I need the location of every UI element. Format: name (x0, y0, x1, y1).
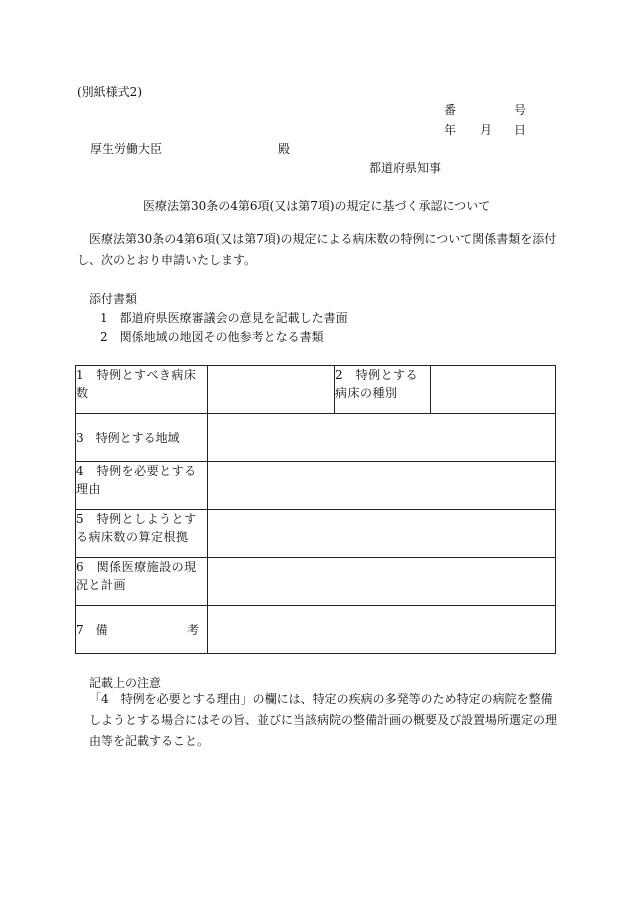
label-text: 況と計画 (76, 578, 127, 592)
label-text: 3 特例とする地域 (76, 430, 180, 445)
application-table (75, 365, 556, 654)
table-row (76, 414, 556, 462)
field-calculation-basis[interactable] (208, 510, 556, 558)
honorific: 殿 (278, 142, 291, 156)
label-remarks (76, 606, 208, 654)
label-text: 数 (76, 386, 89, 400)
field-remarks[interactable] (208, 606, 556, 654)
field-reason[interactable] (208, 462, 556, 510)
notes-line-2: しようとする場合にはその旨、並びに当該病院の整備計画の概要及び設置場所選定の理 (89, 713, 558, 727)
form-label: (別紙様式2) (77, 85, 142, 99)
table-row (76, 606, 556, 654)
intro-line-2: し、次のとおり申請いたします。 (77, 253, 257, 267)
label-text: 5 特例としようとす (76, 512, 197, 526)
label-text: 7 備 (76, 622, 108, 637)
table-row (76, 558, 556, 606)
date-month: 月 (480, 123, 493, 137)
page-title: 医療法第30条の4第6項(又は第7項)の規定に基づく承認について (143, 199, 491, 213)
field-facility-status[interactable] (208, 558, 556, 606)
attachment-item: 2 関係地域の地図その他参考となる書類 (100, 330, 324, 344)
label-reason (76, 462, 208, 510)
label-facility-status (76, 558, 208, 606)
label-region (76, 414, 208, 462)
label-text: 6 関係医療施設の現 (76, 560, 197, 574)
attachments-heading: 添付書類 (89, 292, 138, 306)
attachment-item: 1 都道府県医療審議会の意見を記載した書面 (100, 311, 348, 325)
field-region[interactable] (208, 414, 556, 462)
number-label: 番 (444, 103, 457, 117)
label-text: 4 特例を必要とする (76, 464, 197, 478)
label-text: 病床の種別 (335, 386, 398, 400)
notes-line-3: 由等を記載すること。 (89, 734, 210, 748)
label-text: 考 (186, 622, 199, 637)
intro-line-1: 医療法第30条の4第6項(又は第7項)の規定による病床数の特例について関係書類を添付 (89, 232, 557, 246)
notes-heading: 記載上の注意 (89, 676, 162, 690)
date-day: 日 (514, 123, 527, 137)
sender: 都道府県知事 (369, 161, 442, 175)
table-row (76, 462, 556, 510)
label-calculation-basis (76, 510, 208, 558)
label-text: る病床数の算定根拠 (76, 530, 189, 544)
table-row (76, 366, 556, 414)
label-bed-type (335, 366, 431, 414)
number-suffix: 号 (514, 103, 527, 117)
label-text: 理由 (76, 482, 102, 496)
field-bed-type[interactable] (431, 366, 556, 414)
addressee: 厚生労働大臣 (90, 142, 163, 156)
date-year: 年 (444, 123, 457, 137)
field-bed-count[interactable] (208, 366, 335, 414)
label-text: 2 特例とする (335, 368, 419, 382)
table-row (76, 510, 556, 558)
label-text: 1 特例とすべき病床 (76, 368, 197, 382)
remarks-label (76, 621, 207, 639)
label-bed-count (76, 366, 208, 414)
notes-line-1: 「4 特例を必要とする理由」の欄には、特定の疾病の多発等のため特定の病院を整備 (89, 692, 553, 706)
